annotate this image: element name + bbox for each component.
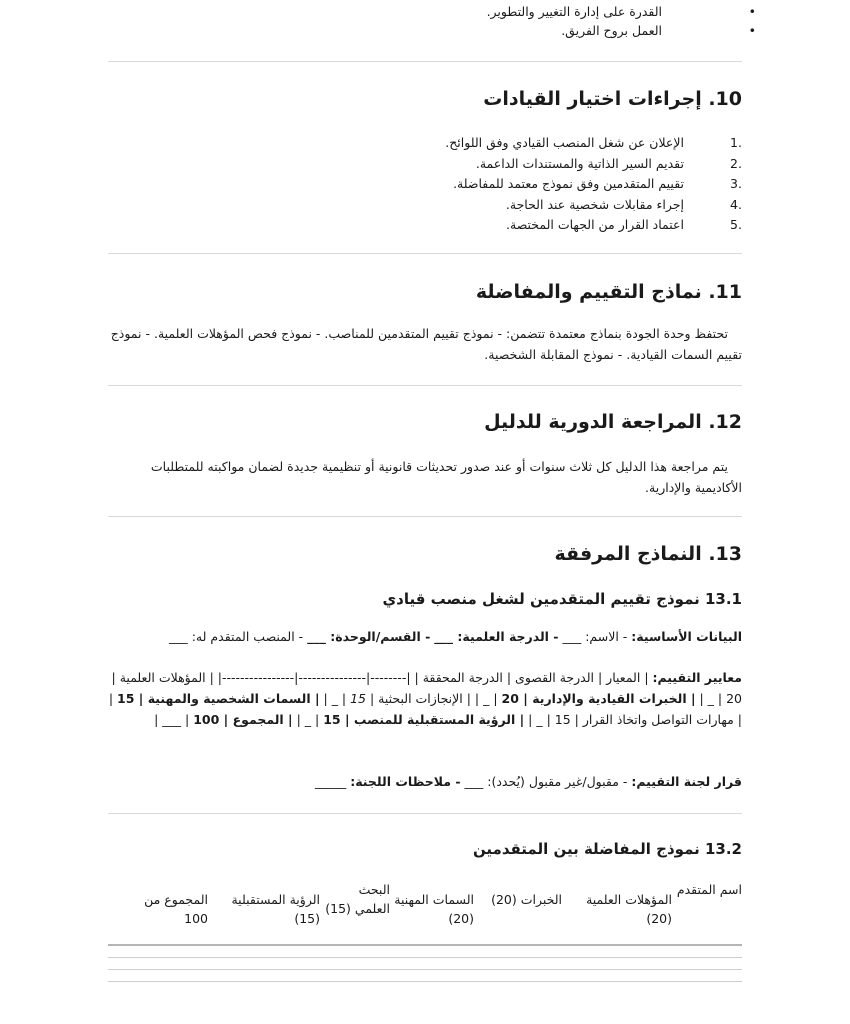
section-11-body: تحتفظ وحدة الجودة بنماذج معتمدة تتضمن: - نموذج تقييم المتقدمين للمناصب. - نموذج فحص المؤهلات العلمية. - نموذج تقييم السمات القيادية. - نموذج المقابلة الشخصية. xyxy=(110,326,742,362)
table-row xyxy=(108,957,742,958)
section-divider xyxy=(108,253,742,254)
section-divider xyxy=(108,385,742,386)
section-divider xyxy=(108,813,742,814)
form-13-1-heading: 13.1 نموذج تقييم المتقدمين لشغل منصب قيادي xyxy=(382,590,742,608)
basic-data-line: البيانات الأساسية: - الاسم: ___ - الدرجة العلمية: ___ - القسم/الوحدة: ___ - المنصب المتقدم له: ___ xyxy=(169,629,742,644)
column-header: المؤهلات العلمية (20) xyxy=(586,892,672,926)
comparison-table xyxy=(108,880,742,928)
comparison-table-header xyxy=(108,880,742,928)
bullet-marker: • xyxy=(748,4,756,19)
list-item: 4. إجراء مقابلات شخصية عند الحاجة. xyxy=(505,196,742,212)
section-10-heading: 10. إجراءات اختيار القيادات xyxy=(483,88,742,110)
selection-procedures-list xyxy=(108,133,742,236)
basic-data-label: البيانات الأساسية: xyxy=(631,629,742,644)
section-divider xyxy=(108,516,742,517)
committee-decision-line: قرار لجنة التقييم: - مقبول/غير مقبول (يُحدد): ___ - ملاحظات اللجنة: _____ xyxy=(314,774,742,789)
column-header: الرؤية المستقبلية (15) xyxy=(231,892,320,926)
column-header: اسم المتقدم xyxy=(676,882,742,897)
evaluation-criteria-text: معايير التقييم: | المعيار | الدرجة القصوى | الدرجة المحققة | |--------|---------------|----------------| | المؤهلات العلمية | 20 | _ | | الخبرات القيادية والإدارية | 20 | _ | | الإنجازات البحثية | 15 | _ | | السمات الشخصية والمهنية | 15 | | مهارات التواصل واتخاذ القرار | 15 | _ | | الرؤية المستقبلية للمنصب | 15 | _ | | المجموع | 100 | ___ | xyxy=(108,670,742,727)
column-header: السمات المهنية (20) xyxy=(394,892,474,926)
section-12-heading: 12. المراجعة الدورية للدليل xyxy=(484,411,742,433)
table-row xyxy=(108,969,742,970)
list-item: • القدرة على إدارة التغيير والتطوير. xyxy=(486,4,756,19)
section-11-heading: 11. نماذج التقييم والمفاضلة xyxy=(475,281,742,303)
form-13-2-heading: 13.2 نموذج المفاضلة بين المتقدمين xyxy=(472,840,742,858)
list-item: 5. اعتماد القرار من الجهات المختصة. xyxy=(506,217,742,232)
committee-decision-label: قرار لجنة التقييم: xyxy=(631,774,742,789)
column-header: البحث العلمي (15) xyxy=(325,882,390,916)
section-divider xyxy=(108,61,742,62)
list-item: 2. تقديم السير الذاتية والمستندات الداعمة. xyxy=(475,155,742,171)
column-header: الخبرات (20) xyxy=(491,892,562,907)
section-12-body: يتم مراجعة هذا الدليل كل ثلاث سنوات أو عند صدور تحديثات قانونية أو تنظيمية جديدة لضمان مواكبته للمتطلبات الأكاديمية والإدارية. xyxy=(150,459,742,495)
table-header-rule xyxy=(108,944,742,946)
table-row xyxy=(108,981,742,982)
section-13-heading: 13. النماذج المرفقة xyxy=(554,543,742,565)
list-item: 3. تقييم المتقدمين وفق نموذج معتمد للمفاضلة. xyxy=(453,176,742,191)
list-item: • العمل بروح الفريق. xyxy=(561,23,756,38)
evaluation-criteria-label: معايير التقييم: xyxy=(652,670,742,685)
leadership-traits-list xyxy=(96,2,756,40)
list-item: 1. الإعلان عن شغل المنصب القيادي وفق اللوائح. xyxy=(445,135,742,150)
bullet-marker: • xyxy=(748,23,756,38)
column-header: المجموع من 100 xyxy=(144,892,208,926)
